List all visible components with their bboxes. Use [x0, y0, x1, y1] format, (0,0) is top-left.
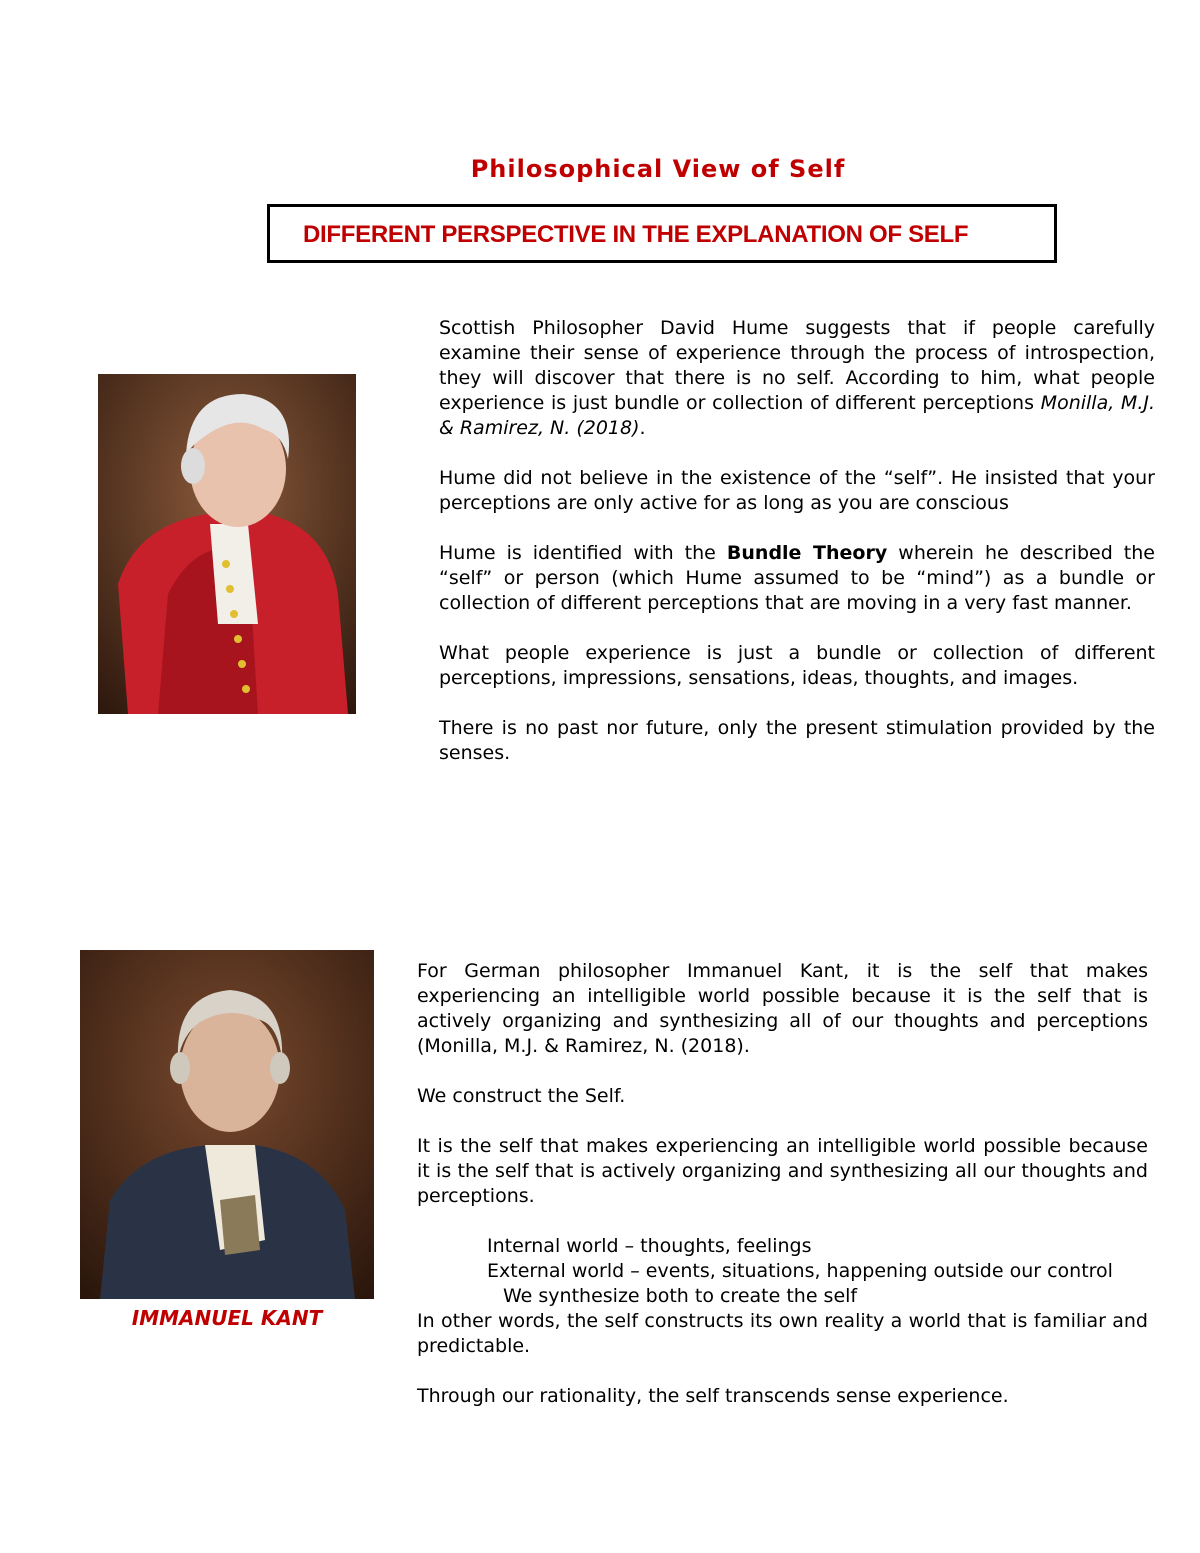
hume-paragraph: Hume did not believe in the existence of the “self”. He insisted that your perceptions are only active for as long as you are conscious — [439, 467, 1155, 514]
hume-citation: Monilla, M.J. & Ramirez, N. (2018) — [439, 392, 1155, 439]
kant-paragraph: Through our rationality, the self transcends sense experience. — [417, 1385, 1009, 1407]
kant-caption: IMMANUEL KANT — [131, 1306, 323, 1330]
kant-external-world: External world – events, situations, happening outside our control — [487, 1260, 1113, 1282]
hume-paragraph — [439, 541, 1155, 616]
hume-p1-end: . — [639, 417, 646, 439]
kant-paragraph: It is the self that makes experiencing an intelligible world possible because it is the self that is actively organizing and synthesizing all our thoughts and perceptions. — [417, 1135, 1148, 1207]
hume-paragraph: There is no past nor future, only the present stimulation provided by the senses. — [439, 717, 1155, 764]
hume-p3-post: wherein he described the “self” or person (which Hume assumed to be “mind”) as a bundle or collection of different perceptions that are moving in a very fast manner. — [439, 542, 1155, 614]
hume-paragraph: What people experience is just a bundle or collection of different perceptions, impressions, sensations, ideas, thoughts, and images. — [439, 642, 1155, 689]
hume-paragraph — [439, 316, 1155, 441]
banner-heading: DIFFERENT PERSPECTIVE IN THE EXPLANATION OF SELF — [303, 221, 969, 248]
kant-paragraph: We construct the Self. — [417, 1085, 626, 1107]
page-title: Philosophical View of Self — [470, 155, 846, 183]
kant-paragraph: For German philosopher Immanuel Kant, it is the self that makes experiencing an intelligible world possible because it is the self that is actively organizing and synthesizing all of our thoughts and perceptions (Monilla, M.J. & Ramirez, N. (2018). — [417, 960, 1148, 1057]
kant-internal-world: Internal world – thoughts, feelings — [487, 1235, 812, 1257]
kant-synthesize: We synthesize both to create the self — [503, 1285, 858, 1307]
hume-portrait — [98, 374, 356, 714]
hume-p1-text: Scottish Philosopher David Hume suggests that if people carefully examine their sense of experience through the process of introspection, they will discover that there is no self. According to him, what people experience is just bundle or collection of different perceptions — [439, 317, 1155, 414]
hume-text-block — [439, 316, 1155, 828]
hume-p3-pre: Hume is identified with the — [439, 542, 727, 564]
kant-text-block — [417, 959, 1148, 1434]
section-banner — [267, 204, 1057, 263]
bundle-theory-term: Bundle Theory — [726, 542, 888, 564]
kant-portrait — [80, 950, 374, 1299]
kant-paragraph: In other words, the self constructs its own reality a world that is familiar and predictable. — [417, 1310, 1148, 1357]
